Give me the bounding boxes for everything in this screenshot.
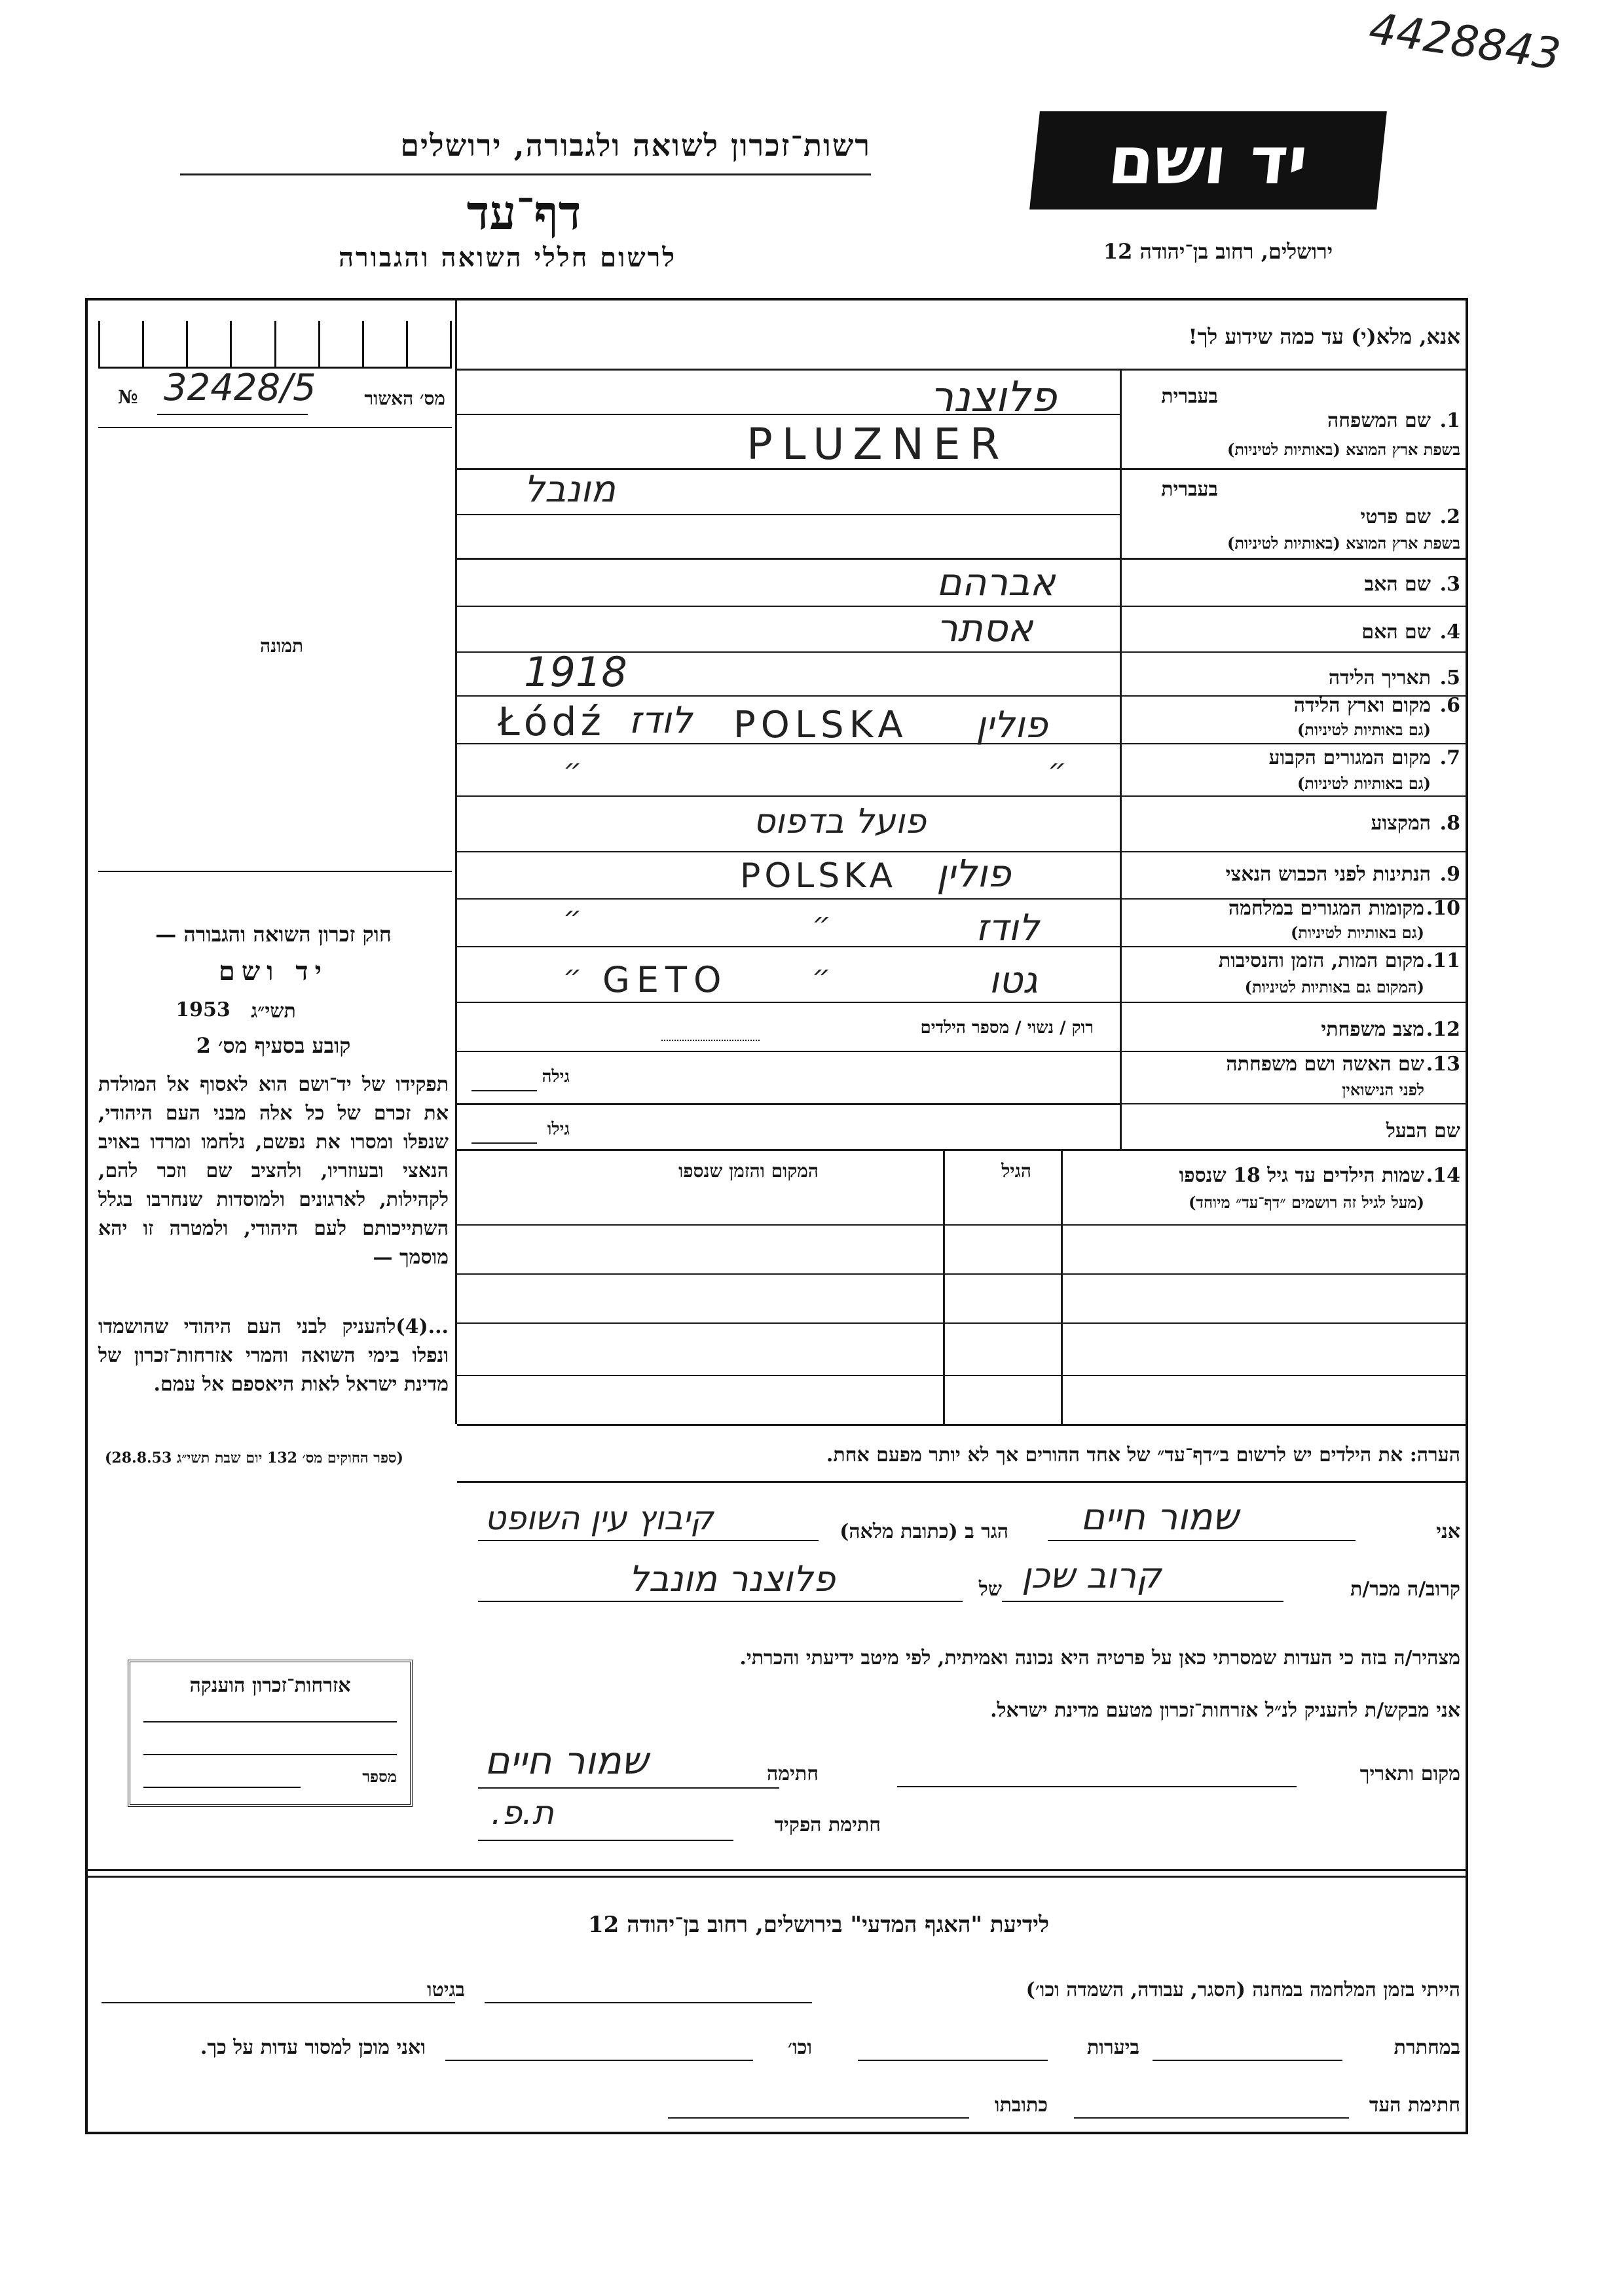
relation-label: קרוב/ה מכר/ת	[1350, 1578, 1460, 1601]
f14-row	[457, 1322, 1468, 1324]
declarant-address: קיבוץ עין השופט	[485, 1499, 714, 1537]
footer-line2-blank3	[445, 2060, 753, 2061]
relation-value: קרוב שכן	[1022, 1555, 1162, 1596]
footer-line3-a: חתימת העד	[1369, 2094, 1460, 2117]
code-boxes	[98, 321, 452, 369]
f10-ditto-1: ״	[563, 900, 582, 934]
f3-num: 3.	[1439, 573, 1460, 596]
f14-age-col: הגיל	[1001, 1160, 1031, 1182]
declarant-name-line	[1048, 1540, 1356, 1541]
law-year-heb: תשי״ג	[251, 1000, 296, 1023]
reg-underline	[157, 414, 308, 415]
authority-title: רשות־זכרון לשואה ולגבורה, ירושלים	[400, 128, 871, 163]
of-label: של	[978, 1578, 1002, 1601]
footer-line1-a: הייתי בזמן המלחמה במחנה (הסגר, עבודה, השמדה וכו׳)	[1025, 1978, 1460, 2001]
f14-row	[457, 1224, 1468, 1226]
f10-label: מקומות המגורים במלחמה	[1228, 897, 1424, 920]
footer-line1-blank2	[101, 2002, 455, 2003]
f2-sub: בשפת ארץ המוצא (באותיות לטיניות)	[1227, 534, 1460, 553]
f14-place-col: המקום והזמן שנספו	[678, 1160, 819, 1182]
place-date-line	[897, 1786, 1297, 1787]
row-line	[457, 743, 1468, 744]
f14-col-divider-2	[943, 1149, 945, 1424]
f5-num: 5.	[1439, 666, 1460, 689]
law-section: קובע בסעיף מס׳ 2	[196, 1033, 351, 1058]
f10-sub: (גם באותיות לטיניות)	[1290, 923, 1424, 942]
f12-label: מצב משפחתי	[1321, 1018, 1424, 1041]
f9-value-heb: פולין	[936, 851, 1011, 896]
archive-number: 4428843	[1366, 3, 1564, 81]
f9-label: הנתינות לפני הכבוש הנאצי	[1225, 863, 1431, 886]
yad-vashem-logo	[1029, 111, 1387, 210]
f5-label: תאריך הלידה	[1328, 666, 1431, 689]
husband-age-line	[471, 1142, 537, 1144]
f14-label: שמות הילדים עד גיל 18 שנספו	[1179, 1164, 1424, 1187]
f14-col-divider-1	[1061, 1149, 1063, 1424]
footer-line2-b: ביערות	[1086, 2036, 1139, 2059]
f6-label: מקום וארץ הלידה	[1293, 694, 1431, 717]
reg-number-label: מס׳ האשור	[364, 388, 445, 409]
f10-num: 10.	[1426, 897, 1460, 920]
declare-text: מצהיר/ה בזה כי העדות שמסרתי כאן על פרטיה היא נכונה ואמיתית, לפי מיטב ידיעתי והכרתי.	[739, 1647, 1460, 1669]
f11-ditto-2: ״	[812, 959, 831, 993]
f14-row	[457, 1273, 1468, 1275]
f7-num: 7.	[1439, 746, 1460, 769]
f8-label: המקצוע	[1371, 812, 1431, 835]
certificate-box	[128, 1660, 413, 1807]
f1-label: שם המשפחה	[1327, 409, 1431, 432]
f1-heb-label: בעברית	[1161, 385, 1218, 408]
org-address: ירושלים, רחוב בן־יהודה 12	[1103, 239, 1333, 264]
header-rule	[180, 173, 871, 175]
f1-value-lat: PLUZNER	[747, 419, 1009, 469]
row-line	[457, 946, 1468, 947]
f12-children-line	[661, 1040, 760, 1042]
signature-value: שמור חיים	[485, 1738, 648, 1783]
footer-line1-b: בגיטו	[426, 1978, 465, 2001]
footer-line2-a: במחתרת	[1393, 2036, 1460, 2059]
clerk-line	[478, 1840, 733, 1841]
law-yad: יד ושם	[218, 956, 329, 987]
f5-value: 1918	[524, 648, 627, 696]
footer-title: לידיעת "האגף המדעי" בירושלים, רחוב בן־יהודה 12	[588, 1912, 1049, 1938]
footer-line3-blank1	[1074, 2117, 1349, 2119]
f7-label: מקום המגורים הקבוע	[1268, 746, 1431, 769]
f9-num: 9.	[1439, 863, 1460, 886]
f6-sub: (גם באותיות לטיניות)	[1297, 720, 1431, 739]
footer-rule-2	[85, 1876, 1468, 1878]
footer-line3-b: כתובתו	[994, 2094, 1048, 2117]
f1-sub: בשפת ארץ המוצא (באותיות לטיניות)	[1227, 440, 1460, 459]
f6-value-country-heb: פולין	[976, 704, 1048, 746]
row-line	[457, 514, 1120, 515]
of-line	[478, 1601, 963, 1602]
f14-bottom	[457, 1424, 1468, 1426]
photo-bottom-rule	[98, 871, 452, 872]
f7-ditto-1: ״	[563, 753, 582, 786]
form-title: דף־עד	[466, 185, 581, 240]
children-note: הערה: את הילדים יש לרשום ב״דף־עד״ של אחד ההורים אך לא יותר מפעם אחת.	[826, 1444, 1460, 1467]
f13-age-line	[471, 1090, 537, 1091]
reg-number-value: 32428/5	[164, 367, 316, 409]
request-text: אני מבקש/ת להעניק לנ״ל אזרחות־זכרון מטעם מדינת ישראל.	[990, 1699, 1460, 1722]
f11-ditto-1: ״	[563, 959, 582, 993]
relation-line	[1002, 1601, 1283, 1602]
footer-line1-blank	[485, 2002, 812, 2003]
place-date-label: מקום ותאריך	[1359, 1762, 1460, 1785]
declarant-ani: אני	[1436, 1520, 1460, 1543]
f14-num: 14.	[1426, 1164, 1460, 1187]
signature-label: חתימה	[767, 1762, 819, 1785]
law-gazette: (ספר החוקים מס׳ 132 יום שבת תשי״ג 28.8.53)	[105, 1449, 403, 1467]
husband-age-label: גילו	[547, 1120, 570, 1139]
certificate-title: אזרחות־זכרון הוענקה	[189, 1674, 351, 1697]
f6-value-lat: Łódź	[498, 699, 606, 745]
clerk-signature: ת.פ.	[491, 1794, 554, 1832]
f3-label: שם האב	[1364, 573, 1431, 596]
law-title: חוק זכרון השואה והגבורה —	[155, 922, 392, 947]
f6-value-country: POLSKA	[733, 704, 908, 746]
f3-value: אברהם	[936, 560, 1056, 604]
form-subtitle: לרשום חללי השואה והגבורה	[338, 242, 677, 273]
declarant-name: שמור חיים	[1080, 1496, 1239, 1539]
f10-ditto-2: ״	[812, 907, 831, 940]
f13-age-label: גילה	[542, 1067, 570, 1087]
row-line	[457, 1002, 1468, 1003]
row-line	[457, 1149, 1468, 1151]
f8-value: פועל בדפוס	[753, 802, 927, 841]
f6-value-heb: לודז	[629, 699, 693, 742]
sidebar-divider	[455, 298, 457, 1424]
f7-sub: (גם באותיות לטיניות)	[1297, 774, 1431, 793]
f12-options: רוק / נשוי / מספר הילדים	[920, 1018, 1094, 1038]
declarant-address-line	[478, 1540, 819, 1541]
law-clause: ...(4)להעניק לבני העם היהודי שהושמדו ונפלו בימי השואה והמרי אזרחות־זכרון של מדינת ישראל לאות היאספם אל עמם.	[98, 1315, 449, 1396]
f8-num: 8.	[1439, 812, 1460, 835]
reg-no-symbol: №	[118, 386, 138, 408]
clerk-label: חתימת הפקיד	[774, 1813, 881, 1836]
footer-line2-d: ואני מוכן למסור עדות על כך.	[200, 2036, 426, 2059]
logo-text: יד ושם	[1105, 122, 1312, 199]
f11-num: 11.	[1426, 949, 1460, 972]
f4-num: 4.	[1439, 621, 1460, 644]
sidebar-rule-1	[98, 427, 452, 428]
f9-value-lat: POLSKA	[740, 856, 897, 896]
f13-sub: לפני הנישואין	[1342, 1080, 1424, 1099]
law-year: 1953	[175, 998, 231, 1021]
f11-label: מקום המות, הזמן והנסיבות	[1218, 949, 1424, 972]
footer-line2-blank2	[858, 2060, 1048, 2061]
f11-sub: (המקום גם באותיות לטיניות)	[1244, 977, 1424, 996]
f11-value-heb: גטו	[989, 959, 1038, 1002]
of-value: פלוצנר מונבל	[629, 1558, 836, 1599]
footer-line2-c: וכו׳	[788, 2036, 812, 2059]
footer-line2-blank1	[1153, 2060, 1342, 2061]
label-divider	[1120, 370, 1122, 1149]
f2-num: 2.	[1439, 505, 1460, 528]
photo-label: תמונה	[259, 635, 304, 657]
row-line	[457, 1051, 1468, 1052]
footer-rule	[85, 1869, 1468, 1871]
intro-rule	[455, 369, 1468, 371]
f4-label: שם האם	[1361, 621, 1431, 644]
f4-value: אסתר	[936, 606, 1033, 650]
row-line	[457, 1104, 1120, 1105]
f1-num: 1.	[1439, 409, 1460, 432]
f14-row	[457, 1375, 1468, 1376]
note-rule	[457, 1481, 1468, 1483]
f12-num: 12.	[1426, 1018, 1460, 1041]
certificate-number-label: מספר	[362, 1767, 397, 1786]
signature-line	[478, 1787, 779, 1789]
f2-heb-label: בעברית	[1161, 478, 1218, 501]
footer-line3-blank2	[668, 2117, 969, 2119]
law-text: תפקידו של יד־ושם הוא לאסוף אל המולדת את זכרם של כל אלה מבני העם היהודי, שנפלו ומסרו את נפשם, נלחמו ומרדו באויב הנאצי ובעוזריו, ולהציב שם וזכר להם, לקהילות, לארגונים ולמוסדות שנחרבו בגלל השתייכותם לעם היהודי, ולמטרה זו יהא מוסמך —	[98, 1073, 449, 1269]
f13-label: שם האשה ושם משפחתה	[1226, 1053, 1424, 1076]
f2-value-heb: מונבל	[524, 468, 616, 511]
declarant-address-label: הגר ב (כתובת מלאה)	[840, 1520, 1008, 1543]
f11-value-lat: GETO	[602, 959, 728, 1000]
f1-value-heb: פלוצנר	[930, 373, 1057, 422]
husband-label: שם הבעל	[1386, 1120, 1460, 1142]
f14-sub: (מעל לגיל זה רושמים ״דף־עד״ מיוחד)	[1188, 1193, 1424, 1212]
f2-label: שם פרטי	[1360, 505, 1431, 528]
f7-ditto-2: ״	[1048, 753, 1067, 786]
f10-value: לודז	[976, 907, 1040, 949]
f13-num: 13.	[1426, 1053, 1460, 1076]
intro-text: אנא, מלא(י) עד כמה שידוע לך!	[1188, 324, 1460, 349]
row-line	[457, 795, 1468, 797]
f6-num: 6.	[1439, 694, 1460, 717]
